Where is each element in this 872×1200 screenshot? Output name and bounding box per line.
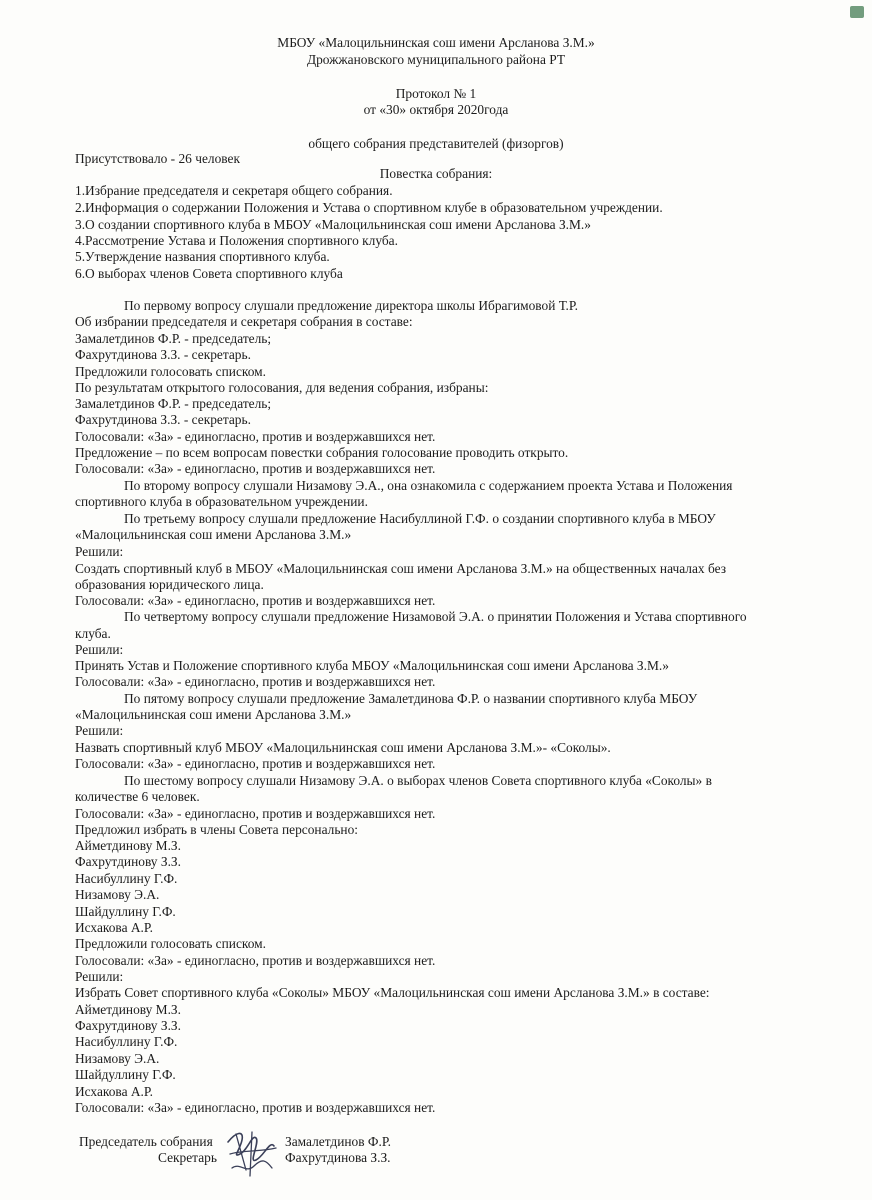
body-line: По второму вопросу слушали Низамову Э.А., она ознакомила с содержанием проекта Устава и Положения: [124, 478, 733, 493]
chair-label: Председатель собрания: [79, 1134, 213, 1149]
chair-name: Замалетдинов Ф.Р.: [285, 1134, 391, 1149]
body-line: По первому вопросу слушали предложение директора школы Ибрагимовой Т.Р.: [124, 298, 579, 313]
body-line: Замалетдинов Ф.Р. - председатель;: [75, 331, 272, 346]
body-line: Об избрании председателя и секретаря собрания в составе:: [75, 314, 413, 329]
body-line: По пятому вопросу слушали предложение Замалетдинова Ф.Р. о названии спортивного клуба МБОУ: [124, 691, 698, 706]
member-name: Шайдуллину Г.Ф.: [75, 1067, 176, 1082]
body-line: Предложили голосовать списком.: [75, 936, 266, 951]
meeting-title: общего собрания представителей (физоргов): [308, 136, 564, 151]
decision-label: Решили:: [75, 544, 124, 559]
member-name: Фахрутдинову З.З.: [75, 1018, 181, 1033]
agenda-heading: Повестка собрания:: [379, 166, 493, 181]
member-name: Фахрутдинову З.З.: [75, 854, 181, 869]
corner-mark: [850, 6, 864, 18]
vote-result: Голосовали: «За» - единогласно, против и воздержавшихся нет.: [75, 1100, 436, 1115]
secretary-name: Фахрутдинова З.З.: [285, 1150, 391, 1165]
agenda-item: 3.О создании спортивного клуба в МБОУ «Малоцильнинская сош имени Арсланова З.М.»: [75, 217, 591, 232]
body-line: Предложил избрать в члены Совета персонально:: [75, 822, 359, 837]
body-line: Предложение – по всем вопросам повестки собрания голосование проводить открыто.: [75, 445, 569, 460]
handwritten-signature: [222, 1124, 282, 1182]
body-line: По результатам открытого голосования, для ведения собрания, избраны:: [75, 380, 489, 395]
body-line: клуба.: [75, 626, 111, 641]
member-name: Айметдинову М.З.: [75, 1002, 181, 1017]
body-line: Создать спортивный клуб в МБОУ «Малоцильнинская сош имени Арсланова З.М.» на общественных началах без: [75, 561, 727, 576]
secretary-label: Секретарь: [158, 1150, 217, 1165]
body-line: Фахрутдинова З.З. - секретарь.: [75, 347, 251, 362]
member-name: Айметдинову М.З.: [75, 838, 181, 853]
body-line: образования юридического лица.: [75, 577, 264, 592]
vote-result: Голосовали: «За» - единогласно, против и воздержавшихся нет.: [75, 593, 436, 608]
agenda-item: 4.Рассмотрение Устава и Положения спортивного клуба.: [75, 233, 398, 248]
body-line: По третьему вопросу слушали предложение Насибуллиной Г.Ф. о создании спортивного клуба в МБОУ: [124, 511, 716, 526]
decision-label: Решили:: [75, 642, 124, 657]
member-name: Исхакова А.Р.: [75, 920, 153, 935]
member-name: Шайдуллину Г.Ф.: [75, 904, 176, 919]
vote-result: Голосовали: «За» - единогласно, против и воздержавшихся нет.: [75, 953, 436, 968]
member-name: Низамову Э.А.: [75, 887, 160, 902]
agenda-item: 5.Утверждение названия спортивного клуба.: [75, 249, 330, 264]
member-name: Исхакова А.Р.: [75, 1084, 153, 1099]
attendance: Присутствовало - 26 человек: [75, 151, 240, 166]
body-line: количестве 6 человек.: [75, 789, 200, 804]
body-line: Принять Устав и Положение спортивного клуба МБОУ «Малоцильнинская сош имени Арсланова З.М.»: [75, 658, 669, 673]
body-line: Предложили голосовать списком.: [75, 364, 266, 379]
body-line: Избрать Совет спортивного клуба «Соколы» МБОУ «Малоцильнинская сош имени Арсланова З.М.» в составе:: [75, 985, 710, 1000]
body-line: Замалетдинов Ф.Р. - председатель;: [75, 396, 272, 411]
body-line: Фахрутдинова З.З. - секретарь.: [75, 412, 251, 427]
body-line: Назвать спортивный клуб МБОУ «Малоцильнинская сош имени Арсланова З.М.»- «Соколы».: [75, 740, 611, 755]
agenda-item: 2.Информация о содержании Положения и Устава о спортивном клубе в образовательном учреждении.: [75, 200, 663, 215]
vote-result: Голосовали: «За» - единогласно, против и воздержавшихся нет.: [75, 806, 436, 821]
body-line: По четвертому вопросу слушали предложение Низамовой Э.А. о принятии Положения и Устава спортивного: [124, 609, 747, 624]
member-name: Низамову Э.А.: [75, 1051, 160, 1066]
agenda-item: 1.Избрание председателя и секретаря общего собрания.: [75, 183, 393, 198]
vote-result: Голосовали: «За» - единогласно, против и воздержавшихся нет.: [75, 429, 436, 444]
body-line: «Малоцильнинская сош имени Арсланова З.М.»: [75, 527, 352, 542]
body-line: «Малоцильнинская сош имени Арсланова З.М.»: [75, 707, 352, 722]
org-name-line1: МБОУ «Малоцильнинская сош имени Арсланова З.М.»: [277, 35, 595, 50]
vote-result: Голосовали: «За» - единогласно, против и воздержавшихся нет.: [75, 461, 436, 476]
body-line: спортивного клуба в образовательном учреждении.: [75, 494, 368, 509]
protocol-date: от «30» октября 2020года: [363, 102, 509, 117]
vote-result: Голосовали: «За» - единогласно, против и воздержавшихся нет.: [75, 674, 436, 689]
body-line: По шестому вопросу слушали Низамову Э.А. о выборах членов Совета спортивного клуба «Соколы» в: [124, 773, 712, 788]
member-name: Насибуллину Г.Ф.: [75, 1034, 178, 1049]
vote-result: Голосовали: «За» - единогласно, против и воздержавшихся нет.: [75, 756, 436, 771]
decision-label: Решили:: [75, 969, 124, 984]
agenda-item: 6.О выборах членов Совета спортивного клуба: [75, 266, 343, 281]
protocol-title: Протокол № 1: [395, 86, 477, 101]
decision-label: Решили:: [75, 723, 124, 738]
member-name: Насибуллину Г.Ф.: [75, 871, 178, 886]
org-name-line2: Дрожжановского муниципального района РТ: [306, 52, 566, 67]
